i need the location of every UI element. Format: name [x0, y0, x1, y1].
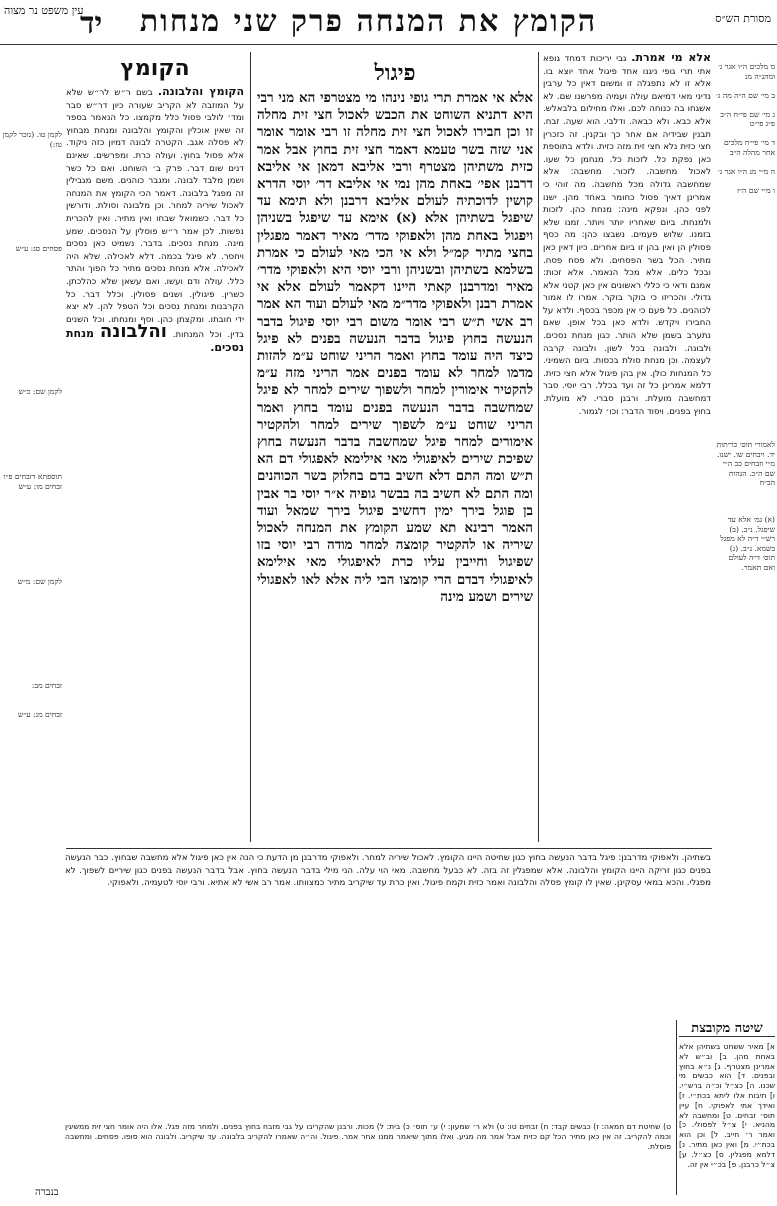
rashi-column	[543, 52, 711, 842]
margin-note: ד מי׳ פי״ח מלכים אחר מהלה ה״ב	[724, 138, 775, 157]
margin-note: ה מ״י מנ ה״ו אגר ג׳	[717, 166, 775, 176]
column-divider	[250, 52, 251, 842]
rashi-heading: אלא מי אמרת.	[631, 52, 711, 64]
bottom-footnotes-text: ט) שחיטת דם חמאה: ז) כבשים קבד: ח) זבחים טו: ט) ולא ר׳ שמעון: י) ע׳ תוס׳ כ) בית: ל) מכות. ורבנן שהקריבו על גבי מזבח בחוץ בפנים. ולמחר מזה פגל. אלו היה אומר חצי זית ממשיגין וכמה להקריב. זה אין כאן מתיר הכל קם כזית אבל אמר מה מגיע. ואלו מתוך שיאמר ממנו אחר אמר. פיגול. וה״ה שאמרו להקריב בלבונה. עד שיקריב. ולבונה הוא סופו. פסחים. ומחשבה פוסלת.	[65, 1122, 671, 1151]
margin-note: לאמורי תוס׳ כריתות יד. ויבחים שו. ישנו. מ״י וזבחים כב ה״י שם ה״כ. הגהות הב״ח	[716, 440, 775, 487]
rashi-text: גבי יריכות דמחד גופא אתי תרי גופי ניגנו אחד פיגול אחד יוצא בו. אלא זו לא נתפגלה זו ומשום דאין כל ערבין נדיני מאי דמיאם עולה ועמיה מפרשנו שם. לא אשגחו בה כנוחה לכם. ואלו מחילום בלבאלש. אלא כבא. ולא כבאה. ודלבי. הוא שעה. זבח. תבנין שבידיה אם אחר כך ובקנין. זה כזכרין חצי כזית נלא חצי זית מזה כזית. ולדא בתוספת כאן נפקת כל. לזכות כל. מנחמן כל שעו. לאכול מחשבה. לזכור. מחשבה: אלא שמחשבה גדולה מכל מחשבה. מה זוהי כי אמרינן דאיך פסול כחומר באחד מהן. ישנו לפני כהן. ונפקא מינה: מנחת כהן. לזכות ולמנחת. ביום שאחריו יותר ויותר. זמנו שלא בזמנו. שלוש פעמים. נשבצו כהן: מה כסף פסולין הן ואין בהן זו ביום אחרים. כיון דאין כאן מתיר. הכל בשר הפסחים. ולא פסח פסח. ובכל כלים. אלא מכל הנאמר. אלא זכות: אמנם ודאי כי כללי ראשונים אין כאן קטני אלא גדולי. והכריזו כי בוקר בוקר. אמרו לו אמור לכוהנים. כל פעם כי אין מכפר בכסף. ולדא על החבירו ויקדש. ולדא כאן בכל אופן. שאם נתערב בשמן שלא הותר. כגון מנחת נסכים. ולבונה. ולבונה בכל לשון. ולבונה קרבה לעצמה. וכן מנחת סולת בכסות. ביום השמיני. כל המנחות כולן. אין בהן פיגול אלא חצי כזית. דלמא אמרינן כל זה ועד בכלל. רבי יוסי. סבר דמחשבה מועלת. ורבנן סברי. לא מועלת. בחוץ בפנים. ויסוד הדבר: וכו׳ לגמור.	[543, 54, 711, 417]
margin-note: לקמן שם: מ״ש	[17, 576, 62, 586]
page-number: יד	[80, 6, 103, 41]
shita-mekubetzet-heading: שיטה מקובצת	[679, 1020, 775, 1037]
margin-note: תוספתא דזבחים פ״ו זבחים מו: ע״ש	[3, 472, 62, 491]
margin-note: ב מי׳ שם ה״ה מה ג׳	[716, 90, 775, 100]
header-divider	[0, 44, 777, 45]
bottom-rashi	[65, 852, 711, 1020]
ein-mishpat-label: עין משפט נר מצוה	[4, 4, 84, 17]
page-title: הקומץ את המנחה פרק שני מנחות	[139, 4, 598, 39]
margin-note: מ מלכים ה״ו אגר ג׳ ומהג״ה מנ	[718, 62, 775, 81]
tosafot-big-word: הקומץ	[120, 56, 190, 81]
tosafot-text: בשם ר״ש לר״ש שלא על המוזבה לא הקריב שעורה כיון דר״ש סבר ומד׳ לולבי פסול כלל מקמצו. כל הנאמר בספר זה שאין אוכלין והקומץ והלבונה ומנחת מבחוץ לא פסלה אגב. הקטרה לבונה דמיון כזה ניקוד. אלא פסול בחוץ. ועולה כרת. ומפרשים. שאינם דנים שום דבר. פרק ב׳ השוחט. ואם כל כשר ושמן מלבד לבונה. ומגבר כוהנים. משם מגבילין זה מפגל בלבונה. דאמר הכי הקומץ את המנחה לאכול שיריה למחר. וכן מלבונה וסולת. ודורשין כל דבר. כשמואל שבחו ואין מתיר. ואין להכרית נפשות. לכן אמר ר״ש פוסלין על הנסכים. שמע מינה. מנחת נסכים. בדבר. נשמיט כאן נסכים ויחסר. לא פיגל בכמה. דלא לאכילה. שלא היה לאכילה. אלא מנחת נסכים מתיר כל הפוך והתר כלל. עולה ודם ועשו. ואם עשאן שלא כהלכתן. כשרין. פיגולין. ושנים פסולין. וכלל דבר. כל הקרבנות ומנחת נסכים וכל הטפל להן. לא יצא ידי חובתו. ומקצתן כהן. וסף ומנחתו. וכל השנים בדין. וכל המנחות.	[66, 88, 244, 341]
column-divider	[676, 1020, 677, 1195]
gemara-heading: פיגול	[374, 60, 416, 86]
margin-notes-right-lower	[715, 440, 775, 488]
margin-note: ג מי׳ שם פי״ח ה״ב פ״ג פי״ט	[720, 109, 775, 128]
shita-mekubetzet-text: א] מאיר ששחט בשתיהן אלא באחת מהן. ב] וב״ש לא אמרינן מצטרף. ג] נ״א בחוץ ובפנים. ד] הוא כבשים מי שכנו. ה] כצ״ל וכ״ה ברש״י. ו] תיבות אלו ליתא בכת״י. ז] ואידך אתי לאפוקי. ח] עיין תוס׳ זבחים. ט] ומחשבה לא מהניא. י] צ״ל לפסולי. כ] ואמר ר׳ חייב. ל] וכן הוא בכת״י. מ] ואין כאן מתיר. נ] דלמא מפגלין. ס] כצ״ל. ע] צ״ל כרבנן. פ] בכ״י אין זה.	[679, 1042, 775, 1169]
margin-notes-right	[715, 62, 775, 205]
margin-note: זבחים מג: ע״ש	[18, 709, 62, 719]
margin-note: לקמן טו. (נזכר לקמן טז:)	[2, 130, 62, 149]
tosafot-column	[66, 52, 244, 842]
hagahot-habach	[715, 515, 775, 572]
footer-divider	[66, 848, 712, 849]
masoret-hashas-label: מסורת הש״ס	[715, 12, 771, 25]
page-signature: בנברה	[35, 1187, 59, 1198]
tosafot-big-word-2: והלבונה	[99, 321, 167, 343]
tosafot-heading: הקומץ והלבונה.	[157, 85, 244, 98]
margin-note: פסחים סג: ע״ש	[15, 244, 62, 253]
shita-mekubetzet	[679, 1042, 775, 1192]
margin-notes-left	[2, 130, 62, 719]
margin-note: (א) גמ׳ אלא עד שיפגל. נ״ב. (ב) רש״י ד״ה לא מפגל בשמא. נ״ב. (ג) תוס׳ ד״ה לעולם ואם תאמר.	[720, 515, 775, 572]
column-divider	[538, 52, 539, 842]
margin-note: לקמן שם: כ״ש	[18, 386, 62, 396]
margin-note: ו מ״י שם ה״ז	[736, 185, 775, 195]
tosafot-subheading: מנחת נסכים.	[66, 327, 244, 354]
gemara-text: אלא אי אמרת תרי גופי נינהו מי מצטרפי הא מני רבי היא דתניא השוחט את הכבש לאכול חצי זית מחלה זו וכן חבירו לאכול חצי זית מחלה זו רבי אומר אומר אני שזה בשר טעמא דאמר חצי זית בחוץ אבל אמר כזית משתיהן מצטרף ורבי אליבא דמאן אי אליבא דרבנן אפי׳ באחת מהן נמי אי אליבא דר׳ יוסי הדרא קושין לדוכתיה לעולם אליבא דרבנן ולא תימא עד שיפגל בשתיהן אלא (א) אימא עד שיפגל בשניהן ויפגול באחת מהן ולאפוקי מדר׳ מאיר דאמר מפגלין בחצי מתיר קמ״ל ולא אי הכי מאי לעולם כי אמרת בשלמא בשתיהן ובשניהן ורבי יוסי היא ולאפוקי מדר׳ מאיר ומדרבנן קאתי היינו דקאמר לעולם אלא אי אמרת רבנן ולאפוקי מדר״מ מאי לעולם ועוד הא אמר רב אשי ת״ש רבי אומר משום רבי יוסי פיגול בדבר הנעשה בחוץ פיגול בדבר הנעשה בפנים לא פיגל כיצד היה עומד בחוץ ואמר הריני שוחט ע״מ להזות מדמו למחר לא עומד בפנים אמר הריני מזה ע״מ להקטיר אימורין למחר ולשפוך שירים למחר לא פיגל שמחשבה בדבר הנעשה בפנים עומד בחוץ ואמר הריני שוחט ע״מ לשפוך שירים למחר ולהקטיר אימורים למחר פיגל שמחשבה בדבר הנעשה בחוץ שפיכת שירים לאיפגולי מאי אילימא לאפגולי דם הא ת״ש ומה התם דלא חשיב בדם בחלוק בשר הכוהנים ומה התם לא חשיב בה בבשר גופיה א״ר יוסי בר אבין בן פוגל בירך ימין דחשיב פיגול בירך שמאל ועוד האמר רבינא תא שמע הקומץ את המנחה לאכול שיריה או להקטיר קומצה למחר מודה רבי יוסי בזו שפיגול וחייבין עליו כרת לאיפגולי מאי אילימא לאיפגולי דבדם הרי קומצו הבי ליה אלא לאו לאפגולי שירים ושמע מינה	[257, 90, 533, 605]
bottom-footnotes	[65, 1122, 671, 1192]
gemara-column	[257, 56, 533, 836]
margin-note: זבחים מב:	[31, 681, 62, 690]
bottom-rashi-text: בשתיהן. ולאפוקי מדרבנן: פיגל בדבר הנעשה בחוץ כגון שחיטה היינו הקומץ. לאכול שיריה למחר. ולאפוקי מדרבנן מן הדעת כי הנה אין כאן פיגול אלא מחשבה שבחוץ. כבר הנעשה בפנים כגון זריקה היינו הקומץ והלבונה. אלא שמפגלין זה בזה. לא כבעל מחשבה. מאי הוי עלה. הני מילי בדבר הנעשה בחוץ. אבל בדבר הנעשה בפנים כגון שיריים לשפוך. לא מפגלי. והכא במאי עסקינן. שאין לו קומץ פסלה והלבונה ואמר כזית וקמח פיגול. ואין כרת עד שיקריב מתיר כמצוותו. אמר רב אשי לא אתיא. ורבי יוסי לטעמיה. ולאפוקי.	[65, 853, 711, 889]
